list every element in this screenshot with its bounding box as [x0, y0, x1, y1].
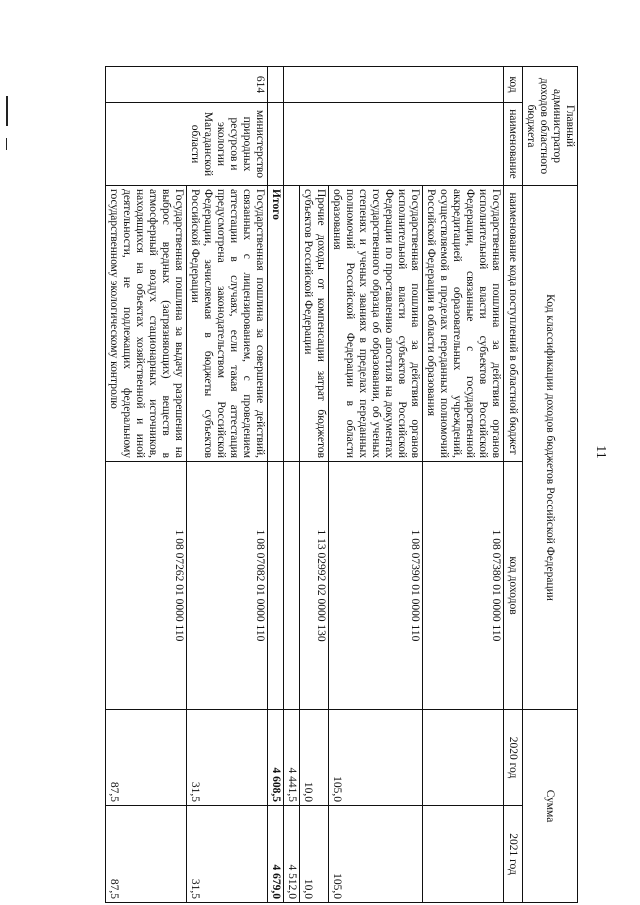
page-number: 11	[593, 445, 608, 459]
table-row	[423, 67, 504, 903]
header-admin-code: код	[504, 67, 523, 103]
table-row	[187, 67, 268, 903]
income-code-cell: 1 08 07262 01 0000 110	[106, 462, 187, 710]
sum-2020-cell	[423, 710, 504, 806]
total-admin-empty	[268, 103, 284, 186]
income-name-cell: Государственная пошлина за выдачу разрешения на выброс вредных (загрязняющих) веществ в атмосферный воздух стационарных источников, находящихся на объектах хозяйственной и иной деятельности, не подлежащих федеральному государственному экологическому контролю	[106, 186, 187, 462]
total-code-empty	[268, 67, 284, 103]
sum-2020-cell: 10,0	[300, 710, 329, 806]
admin-code-cell-empty	[284, 67, 504, 103]
income-code-cell: 1 08 07380 01 0000 110	[423, 462, 504, 710]
total-row	[268, 67, 284, 903]
header-sum-group: Сумма	[523, 710, 578, 903]
header-admin-name: наименование	[504, 103, 523, 186]
income-code-cell: 1 13 02992 02 0000 130	[300, 462, 329, 710]
rotated-sheet	[98, 66, 578, 902]
sum-2021-cell: 10,0	[300, 806, 329, 903]
binding-mark-small	[6, 138, 7, 150]
sum-2020-cell: 4 441,5	[284, 710, 300, 806]
table-row	[329, 67, 423, 903]
header-row-2	[504, 67, 523, 903]
sum-2020-cell: 31,5	[187, 710, 268, 806]
income-name-cell: Государственная пошлина за совершение действий, связанных с лицензированием, с проведением аттестации в случаях, если такая аттестация предусмотрена законодательством Российской Федерации, зачисляемая в бюджеты субъектов Российской Федерации	[187, 186, 268, 462]
sum-2021-cell: 31,5	[187, 806, 268, 903]
total-label: Итого	[268, 186, 284, 462]
header-year-2021: 2021 год	[504, 806, 523, 903]
admin-name-ministry: министерство природных ресурсов и экологии Магаданской области	[106, 103, 268, 186]
income-name-cell	[284, 186, 300, 462]
sum-2021-cell	[423, 806, 504, 903]
header-year-2020: 2020 год	[504, 710, 523, 806]
sum-2021-cell: 105,0	[329, 806, 423, 903]
header-income-code: код доходов	[504, 462, 523, 710]
sum-2021-cell: 4 512,0	[284, 806, 300, 903]
table-row	[284, 67, 300, 903]
table-stage	[98, 66, 578, 902]
header-classification-group: Код классификации доходов бюджетов Российской Федерации	[523, 186, 578, 710]
binding-mark	[6, 96, 8, 126]
header-row-1	[523, 67, 578, 903]
admin-name-cell-empty	[284, 103, 504, 186]
income-name-cell: Государственная пошлина за действия органов исполнительной власти субъектов Российской Федерации по проставлению апостиля на документах государственного образца об образовании, об ученых степенях и ученых званиях в пределах переданных полномочий Российской Федерации в области образования	[329, 186, 423, 462]
income-code-cell	[284, 462, 300, 710]
sum-2020-cell: 105,0	[329, 710, 423, 806]
total-2021: 4 679,0	[268, 806, 284, 903]
income-name-cell: Государственная пошлина за действия органов исполнительной власти субъектов Российской Федерации, связанные с государственной аккредитацией образовательных учреждений, осуществляемой в пределах переданных полномочий Российской Федерации в области образования	[423, 186, 504, 462]
total-2020: 4 608,5	[268, 710, 284, 806]
table-row	[300, 67, 329, 903]
income-code-cell: 1 08 07082 01 0000 110	[187, 462, 268, 710]
header-income-name: наименование кода поступлений в областной бюджет	[504, 186, 523, 462]
sum-2020-cell: 87,5	[106, 710, 187, 806]
admin-code-614: 614	[106, 67, 268, 103]
sum-2021-cell: 87,5	[106, 806, 187, 903]
income-table	[105, 66, 578, 903]
header-admin-group: Главный администратор доходов областного бюджета	[523, 67, 578, 186]
total-code-cell-empty	[268, 462, 284, 710]
income-code-cell: 1 08 07390 01 0000 110	[329, 462, 423, 710]
table-row	[106, 67, 187, 903]
income-name-cell: Прочие доходы от компенсации затрат бюджетов субъектов Российской Федерации	[300, 186, 329, 462]
